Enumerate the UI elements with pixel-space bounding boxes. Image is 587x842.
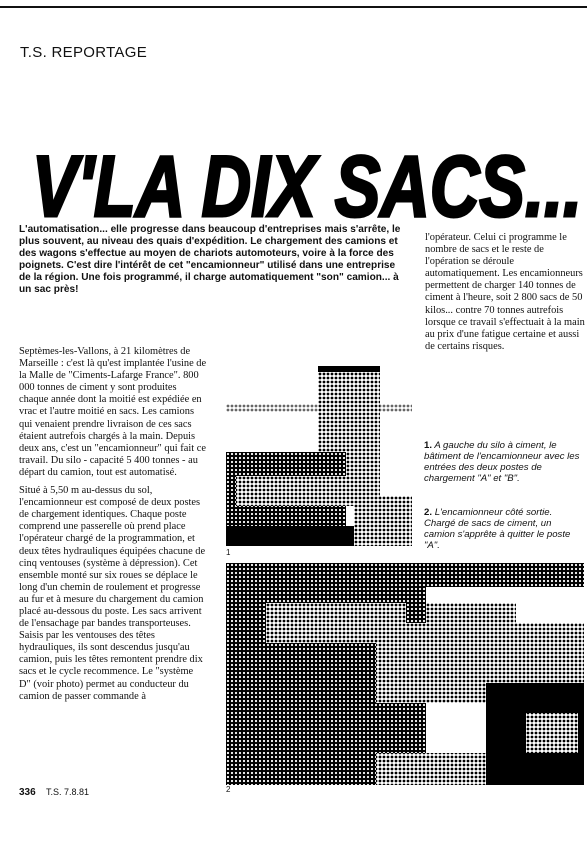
body-paragraph-1: Septèmes-les-Vallons, à 21 kilomètres de Marseille : c'est là qu'est implantée l'usine de la Malle de "Ciments-Lafarge France". 800 000 tonnes de ciment y sont produites chaque année dont la moitié est expédiée en vrac et l'autre moitié en sacs. Les camions qui venaient prendre livraison de ces sacs étaient autrefois chargés à la main. Depuis deux ans, c'est un "encamionneur" qui fait ce travail. Du silo - capacité 5 400 tonnes - au départ du camion, tout est automatisé. [19,346,207,478]
caption-number: 2. [424,507,433,518]
top-rule [0,6,587,8]
photo-number-2: 2 [226,785,231,794]
page-footer [19,787,89,798]
caption-number: 1. [424,440,433,451]
caption-2 [424,507,584,551]
body-paragraph-3: l'opérateur. Celui ci programme le nombre de sacs et le reste de l'opération se déroule automatiquement. Les encamionneurs permettent de charger 140 tonnes de ciment à l'heure, soit 2 800 sacs de 50 kilos... contre 70 tonnes autrefois lorsque ce travail s'effectuait à la main au prix d'une fatigue certaine et aussi de certains risques. [425,232,585,352]
photo-encamionneur [226,563,584,785]
photo-silo [226,356,412,546]
body-column-left [19,346,207,709]
caption-text: A gauche du silo à ciment, le bâtiment de l'encamionneur avec les entrées des deux postes de chargement "A" et "B". [424,440,580,484]
issue-label: T.S. 7.8.81 [46,787,90,797]
headline [30,138,586,233]
caption-text: L'encamionneur côté sortie. Chargé de sacs de ciment, un camion s'apprête à quitter le poste "A". [424,507,571,551]
lead-paragraph: L'automatisation... elle progresse dans beaucoup d'entreprises mais s'arrête, le plus souvent, au niveau des quais d'expédition. Le chargement des camions et des wagons s'effectue au moyen de chariots automoteurs, voire à la force des poignets. C'est dire l'intérêt de cet "encamionneur" utilisé dans une entreprise de la région. Une fois programmé, il charge automatiquement "son" camion... à un sac près! [19,224,401,295]
body-paragraph-2: Situé à 5,50 m au-dessus du sol, l'encamionneur est composé de deux postes de chargement identiques. Chaque poste comprend une passerelle où prend place l'opérateur chargé de la programmation, et deux têtes hydrauliques équipées chacune de cinq ventouses (système à dépression). Cet ensemble monté sur six roues se déplace le long d'un chemin de roulement et progresse au fur et à mesure du chargement du camion placé au-dessous du poste. Les sacs arrivent de l'ensachage par bandes transporteuses. Saisis par les ventouses des têtes hydrauliques, ils sont descendus jusqu'au camion, puis les têtes remontent prendre dix sacs et le cycle recommence. Le "système D" (voir photo) permet au conducteur du camion de passer commande à [19,485,206,702]
section-label: T.S. REPORTAGE [20,44,148,61]
caption-1 [424,440,584,484]
headline-text: V'LA DIX SACS... [32,139,582,233]
photo-number-1: 1 [226,548,231,557]
page-number: 336 [19,787,36,798]
body-column-right [425,232,585,359]
